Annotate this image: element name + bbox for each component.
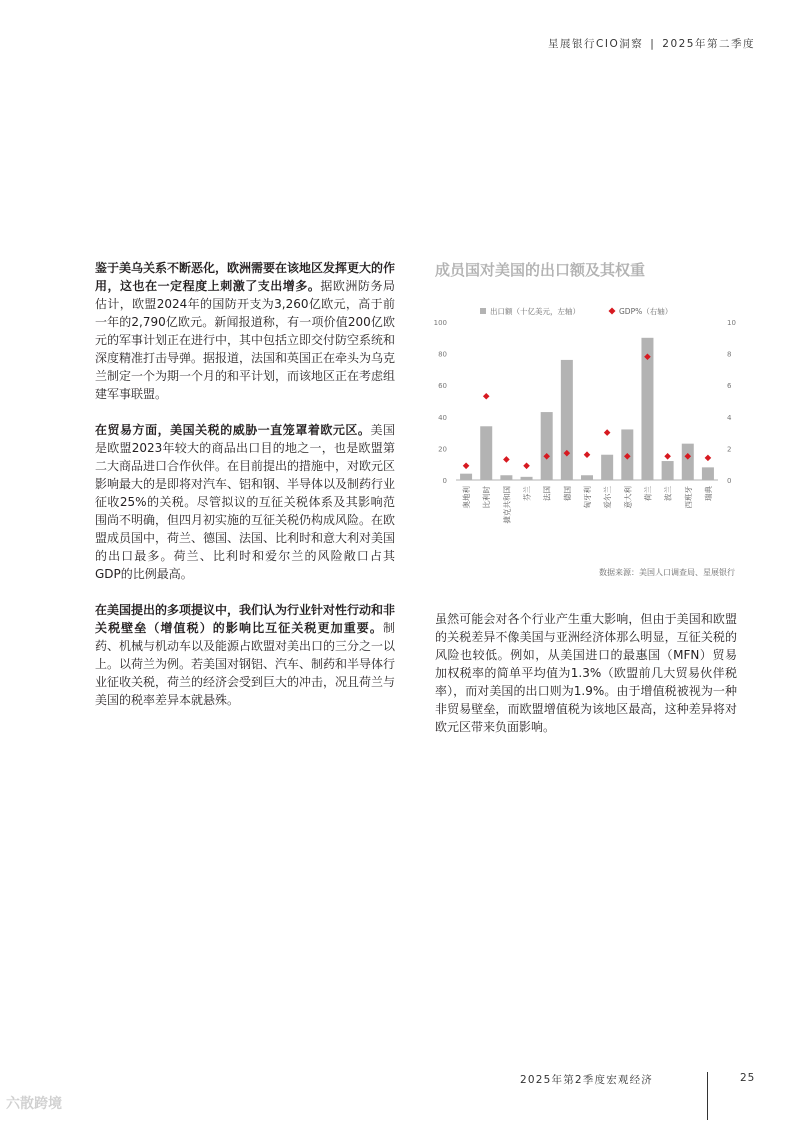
bar-exports bbox=[561, 360, 573, 480]
left-axis-tick-label: 80 bbox=[438, 350, 447, 359]
right-axis-tick-label: 8 bbox=[727, 350, 732, 359]
header-separator: | bbox=[650, 38, 656, 50]
right-axis-tick-label: 0 bbox=[727, 477, 732, 485]
paragraph-lead: 鉴于美乌关系不断恶化，欧洲需要在该地区发挥更大的作用，这也在一定程度上刺激了支出增多。 bbox=[95, 261, 396, 293]
category-label: 瑞典 bbox=[703, 486, 713, 501]
category-label: 法国 bbox=[542, 486, 552, 501]
paragraph-body: 制药、机械与机动车以及能源占欧盟对美出口的三分之一以上。以荷兰为例。若美国对钢铝、汽车、制药和半导体行业征收关税，荷兰的经济会受到巨大的冲击，况且荷兰与美国的税率差异本就悬殊。 bbox=[95, 621, 396, 707]
right-axis-tick-label: 10 bbox=[727, 319, 736, 327]
left-axis-tick-label: 0 bbox=[442, 477, 447, 485]
left-axis-tick-label: 40 bbox=[438, 413, 447, 422]
paragraph-body: 美国是欧盟2023年较大的商品出口目的地之一，也是欧盟第二大商品进口合作伙伴。在目前提出的措施中，对欧元区影响最大的是即将对汽车、铝和钢、半导体以及制药行业征收25%的关税。尽管拟议的互征关税体系及其影响范围尚不明确，但四月初实施的互征关税仍构成风险。在欧盟成员国中，荷兰、德国、法国、比利时和意大利对美国的出口最多。荷兰、比利时和爱尔兰的风险敞口占其GDP的比例最高。 bbox=[95, 423, 396, 581]
right-axis-tick-label: 6 bbox=[727, 382, 732, 391]
footer-divider bbox=[707, 1072, 708, 1120]
category-label: 西班牙 bbox=[683, 486, 693, 509]
category-label: 捷克共和国 bbox=[502, 486, 512, 524]
left-axis-tick-label: 20 bbox=[438, 445, 447, 454]
category-label: 奥地利 bbox=[462, 486, 472, 509]
category-label: 比利时 bbox=[482, 486, 492, 509]
chart-title: 成员国对美国的出口额及其权重 bbox=[435, 261, 646, 279]
chart-source: 数据来源：美国人口调查局、星展银行 bbox=[599, 568, 735, 577]
paragraph-body: 据欧洲防务局估计，欧盟2024年的国防开支为3,260亿欧元，高于前一年的2,790亿欧元。新闻报道称，有一项价值200亿欧元的军事计划正在进行中，其中包括立即交付防空系统和深度精准打击导弹。据报道，法国和英国正在牵头为乌克兰制定一个为期一个月的和平计划，而该地区正在考虑组建军事联盟。 bbox=[95, 279, 396, 401]
right-axis-tick-label: 2 bbox=[727, 445, 732, 454]
left-axis-tick-label: 60 bbox=[438, 382, 447, 391]
legend-swatch-exports bbox=[480, 308, 486, 314]
point-gdp-share bbox=[503, 456, 510, 463]
category-label: 匈牙利 bbox=[583, 486, 592, 509]
bar-exports bbox=[500, 475, 512, 480]
legend-label-gdp: GDP%（右轴） bbox=[619, 307, 673, 316]
left-axis-tick-label: 100 bbox=[433, 319, 447, 327]
right-axis-tick-label: 4 bbox=[727, 413, 732, 422]
page-number: 25 bbox=[740, 1072, 756, 1084]
bar-exports bbox=[702, 467, 714, 480]
category-label: 波兰 bbox=[663, 486, 673, 501]
point-gdp-share bbox=[664, 453, 671, 460]
category-label: 芬兰 bbox=[522, 486, 532, 501]
bar-exports bbox=[521, 477, 533, 480]
point-gdp-share bbox=[483, 393, 490, 400]
category-label: 德国 bbox=[562, 486, 572, 501]
bar-exports bbox=[601, 455, 613, 480]
right-column bbox=[435, 610, 737, 736]
legend-label-exports: 出口额（十亿美元，左轴） bbox=[490, 307, 580, 316]
paragraph-tariff bbox=[95, 601, 395, 709]
point-gdp-share bbox=[584, 451, 591, 458]
bar-exports bbox=[460, 474, 472, 480]
point-gdp-share bbox=[604, 429, 611, 436]
bar-exports bbox=[541, 412, 553, 480]
bar-exports bbox=[682, 444, 694, 480]
watermark-logo bbox=[6, 1093, 62, 1113]
chart-block bbox=[433, 259, 737, 577]
bar-exports bbox=[581, 475, 593, 480]
paragraph-lead: 在美国提出的多项提议中，我们认为行业针对性行动和非关税壁垒（增值税）的影响比互征关税更加重要。 bbox=[95, 603, 396, 635]
category-label: 爱尔兰 bbox=[603, 486, 613, 509]
bar-exports bbox=[480, 426, 492, 480]
report-period: 2025年第二季度 bbox=[662, 38, 755, 50]
paragraph-lead: 在贸易方面，美国关税的威胁一直笼罩着欧元区。 bbox=[95, 423, 371, 437]
legend-swatch-gdp bbox=[609, 308, 616, 315]
bar-exports bbox=[662, 461, 674, 480]
paragraph-mfn: 虽然可能会对各个行业产生重大影响，但由于美国和欧盟的关税差异不像美国与亚洲经济体那么明显，互征关税的风险也较低。例如，从美国进口的最惠国（MFN）贸易加权税率的简单平均值为1.3%（欧盟前几大贸易伙伴税率），而对美国的出口则为1.9%。由于增值税被视为一种非贸易壁垒，而欧盟增值税为该地区最高，这种差异将对欧元区带来负面影响。 bbox=[435, 612, 737, 734]
watermark-text: 六散跨境 bbox=[6, 1096, 62, 1112]
point-gdp-share bbox=[463, 462, 470, 469]
point-gdp-share bbox=[705, 455, 712, 462]
category-label: 意大利 bbox=[623, 486, 633, 509]
category-label: 荷兰 bbox=[643, 486, 653, 501]
report-name: 星展银行CIO洞察 bbox=[548, 38, 644, 50]
footer-section: 2025年第2季度宏观经济 bbox=[520, 1074, 654, 1086]
point-gdp-share bbox=[523, 462, 530, 469]
